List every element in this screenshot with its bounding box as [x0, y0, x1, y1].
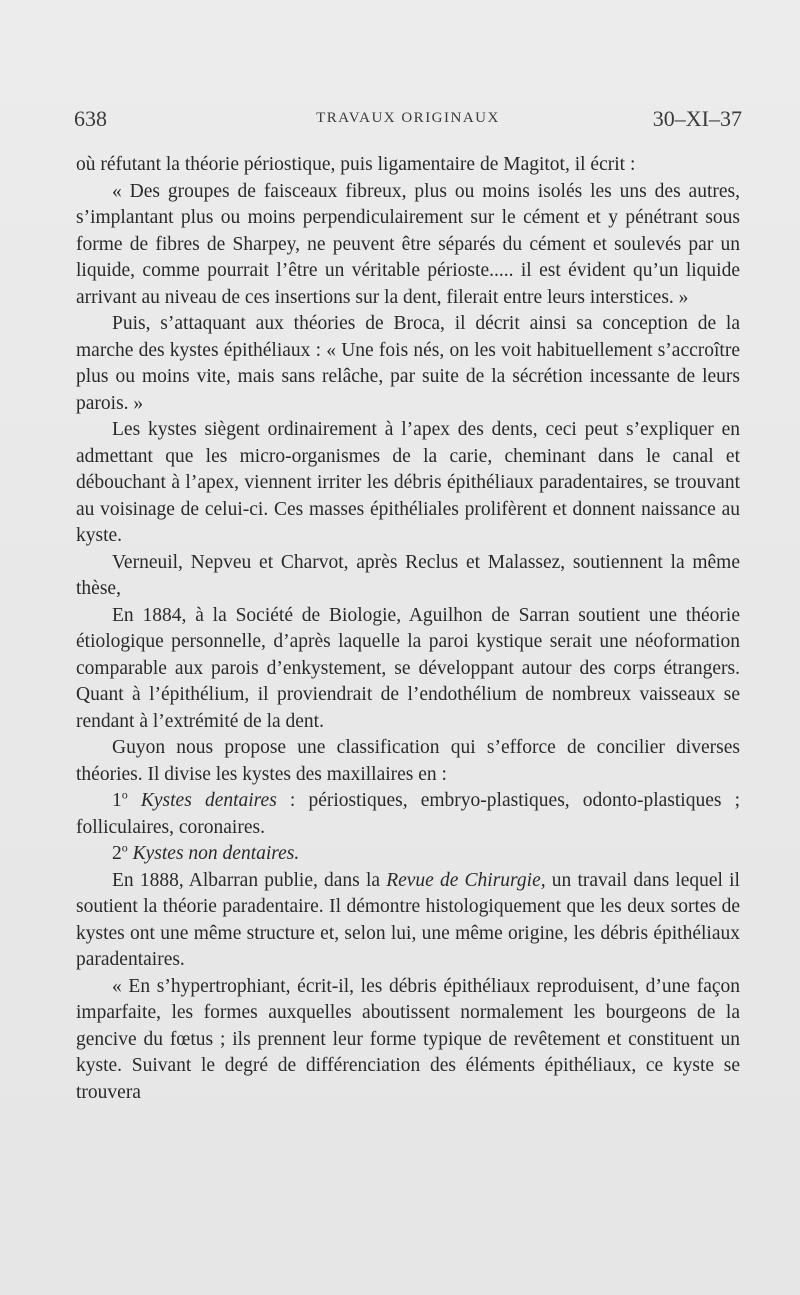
italic-term: Kystes dentaires: [140, 790, 277, 811]
page-number: 638: [74, 106, 107, 131]
ordinal-suffix: o: [121, 840, 128, 855]
paragraph: [76, 868, 740, 974]
list-number: 2: [112, 843, 122, 864]
paragraph: Puis, s’attaquant aux théories de Broca, il décrit ainsi sa conception de la marche des kystes épithéliaux : « Une fois nés, on les voit habituellement s’accroître plus ou moins vite, mais sans relâche, par suite de la sécrétion incessante de leurs parois. »: [76, 313, 740, 414]
ordinal-suffix: o: [121, 787, 128, 802]
paragraph: Les kystes siègent ordinairement à l’apex des dents, ceci peut s’expliquer en admettant que les micro-organismes de la carie, cheminant dans le canal et débouchant à l’apex, viennent irriter les débris épithéliaux paradentaires, se trouvant au voisinage de celui-ci. Ces masses épithéliales prolifèrent et donnent naissance au kyste.: [76, 419, 740, 546]
list-item: [76, 788, 740, 841]
list-text: : périostiques, embryo-plastiques, odonto-plastiques ; folliculaires, coronaires.: [76, 790, 740, 838]
paragraph: En 1884, à la Société de Biologie, Aguilhon de Sarran soutient une théorie étiologique personnelle, d’après laquelle la paroi kystique serait une néoformation comparable aux parois d’enkystement, se développant autour des corps étrangers. Quant à l’épithélium, il proviendrait de l’endothélium de nombreux vaisseaux se rendant à l’extrémité de la dent.: [76, 604, 740, 732]
list-item: [76, 841, 740, 868]
italic-term: Kystes non dentaires.: [132, 843, 300, 864]
paragraph-text: En 1888, Albarran publie, dans la: [112, 869, 387, 891]
paragraph-text: un travail dans lequel il soutient la théorie paradentaire. Il démontre histologiquement que les deux sortes de kystes ont une même structure et, selon lui, une même origine, les débris épithéliaux paradentaires.: [76, 869, 740, 970]
issue-date: 30–XI–37: [652, 106, 742, 131]
journal-title: Revue de Chirurgie,: [386, 869, 546, 891]
body-text: [76, 152, 740, 1106]
paragraph: où réfutant la théorie périostique, puis ligamentaire de Magitot, il écrit :: [76, 154, 636, 175]
running-title: TRAVAUX ORIGINAUX: [316, 110, 500, 126]
paragraph: Verneuil, Nepveu et Charvot, après Reclus et Malassez, soutiennent la même thèse,: [76, 551, 740, 599]
paragraph: « Des groupes de faisceaux fibreux, plus ou moins isolés les uns des autres, s’implantant plus ou moins perpendiculairement sur le cément et y pénétrant sous forme de fibres de Sharpey, ne peuvent être séparés du cément et soulevés par un liquide, comme pourrait l’être un véritable périoste..... il est évident qu’un liquide arrivant au niveau de ces insertions sur la dent, filerait entre leurs interstices. »: [76, 180, 740, 308]
list-number: 1: [112, 790, 122, 811]
running-header: [74, 106, 742, 136]
paragraph: Guyon nous propose une classification qui s’efforce de concilier diverses théories. Il divise les kystes des maxillaires en :: [76, 737, 740, 785]
paragraph: « En s’hypertrophiant, écrit-il, les débris épithéliaux reproduisent, d’une façon imparfaite, les formes auxquelles aboutissent normalement les bourgeons de la gencive du fœtus ; ils prennent leur forme typique de revêtement et constituent un kyste. Suivant le degré de différenciation des éléments épithéliaux, ce kyste se trouvera: [76, 975, 740, 1103]
